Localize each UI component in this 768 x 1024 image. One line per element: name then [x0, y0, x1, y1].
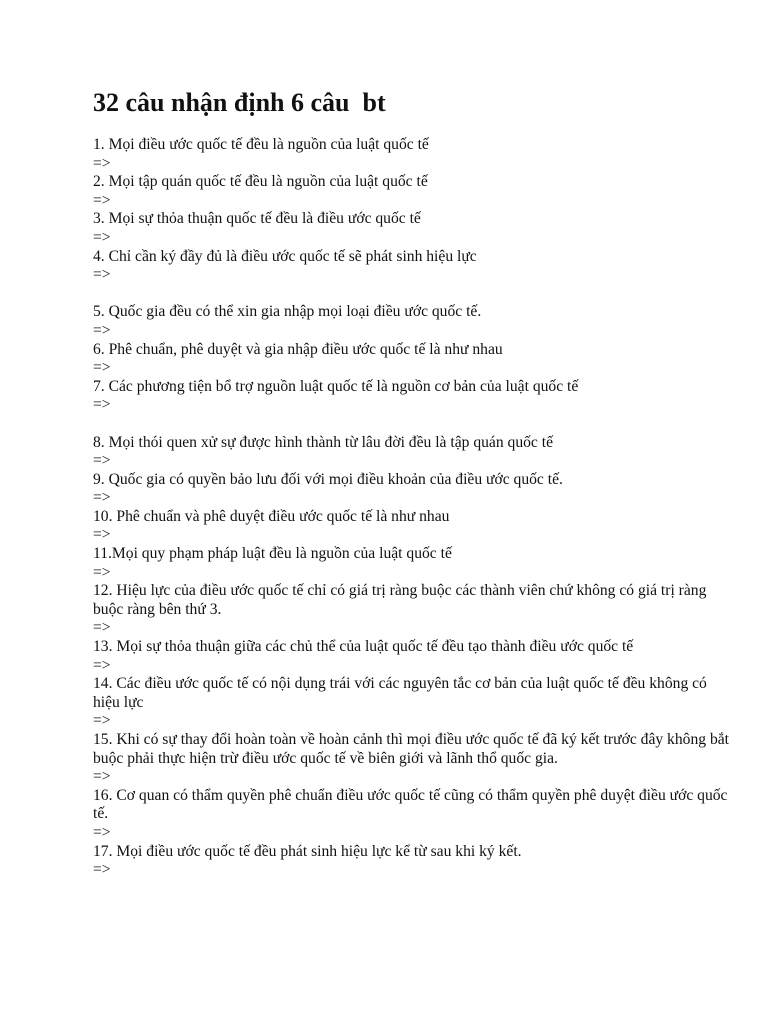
question-item	[93, 638, 733, 675]
question-item	[93, 136, 733, 173]
question-text: 7. Các phương tiện bổ trợ nguồn luật quốc tế là nguồn cơ bản của luật quốc tế	[93, 377, 579, 395]
question-item	[93, 341, 733, 378]
answer-arrow: =>	[93, 359, 111, 377]
answer-arrow: =>	[93, 452, 111, 470]
question-text: 4. Chỉ cần ký đầy đủ là điều ước quốc tế sẽ phát sinh hiệu lực	[93, 247, 477, 265]
answer-arrow: =>	[93, 861, 111, 879]
question-text: 2. Mọi tập quán quốc tế đều là nguồn của luật quốc tế	[93, 173, 428, 191]
question-text: 1. Mọi điều ước quốc tế đều là nguồn của luật quốc tế	[93, 136, 429, 153]
question-text: 12. Hiệu lực của điều ước quốc tế chỉ có giá trị ràng buộc các thành viên chứ không có giá trị ràng buộc ràng bên thứ 3.	[93, 582, 707, 618]
question-item	[93, 471, 733, 508]
question-item	[93, 210, 733, 247]
question-text: 10. Phê chuẩn và phê duyệt điều ước quốc tế là như nhau	[93, 507, 450, 525]
question-text: 16. Cơ quan có thẩm quyền phê chuẩn điều ước quốc tế cũng có thẩm quyền phê duyệt điều ước quốc tế.	[93, 786, 728, 823]
question-item	[93, 173, 733, 210]
section-spacer	[93, 285, 733, 304]
answer-arrow: =>	[93, 526, 111, 544]
question-item	[93, 378, 733, 415]
question-text: 14. Các điều ước quốc tế có nội dụng trái với các nguyên tắc cơ bản của luật quốc tế đều không có hiệu lực	[93, 675, 707, 711]
question-item	[93, 675, 733, 731]
answer-arrow: =>	[93, 768, 111, 786]
answer-arrow: =>	[93, 154, 111, 172]
question-text: 17. Mọi điều ước quốc tế đều phát sinh hiệu lực kể từ sau khi ký kết.	[93, 842, 522, 860]
answer-arrow: =>	[93, 823, 111, 841]
question-item	[93, 248, 733, 285]
question-text: 8. Mọi thói quen xử sự được hình thành từ lâu đời đều là tập quán quốc tế	[93, 433, 553, 451]
answer-arrow: =>	[93, 191, 111, 209]
question-item	[93, 545, 733, 582]
answer-arrow: =>	[93, 321, 111, 339]
answer-arrow: =>	[93, 563, 111, 581]
question-item	[93, 582, 733, 638]
question-text: 13. Mọi sự thỏa thuận giữa các chủ thể của luật quốc tế đều tạo thành điều ước quốc tế	[93, 638, 634, 656]
question-text: 5. Quốc gia đều có thể xin gia nhập mọi loại điều ước quốc tế.	[93, 303, 482, 321]
question-text: 6. Phê chuẩn, phê duyệt và gia nhập điều ước quốc tế là như nhau	[93, 340, 503, 358]
question-item	[93, 508, 733, 545]
answer-arrow: =>	[93, 712, 111, 730]
answer-arrow: =>	[93, 228, 111, 246]
answer-arrow: =>	[93, 266, 111, 284]
section-spacer	[93, 415, 733, 434]
question-list	[93, 136, 733, 880]
answer-arrow: =>	[93, 656, 111, 674]
answer-arrow: =>	[93, 489, 111, 507]
document-title: 32 câu nhận định 6 câu bt	[93, 88, 386, 117]
question-text: 3. Mọi sự thỏa thuận quốc tế đều là điều ước quốc tế	[93, 210, 421, 228]
question-item	[93, 303, 733, 340]
question-text: 9. Quốc gia có quyền bảo lưu đối với mọi điều khoản của điều ước quốc tế.	[93, 470, 563, 488]
question-item	[93, 731, 733, 787]
question-item	[93, 787, 733, 843]
question-item	[93, 434, 733, 471]
question-text: 11.Mọi quy phạm pháp luật đều là nguồn của luật quốc tế	[93, 545, 452, 563]
question-item	[93, 843, 733, 880]
answer-arrow: =>	[93, 396, 111, 414]
question-text: 15. Khi có sự thay đổi hoàn toàn về hoàn cảnh thì mọi điều ước quốc tế đã ký kết trước đây không bắt buộc phải thực hiện trừ điều ước quốc tế về biên giới và lãnh thổ quốc gia.	[93, 731, 729, 767]
answer-arrow: =>	[93, 619, 111, 637]
document-page	[93, 86, 733, 880]
